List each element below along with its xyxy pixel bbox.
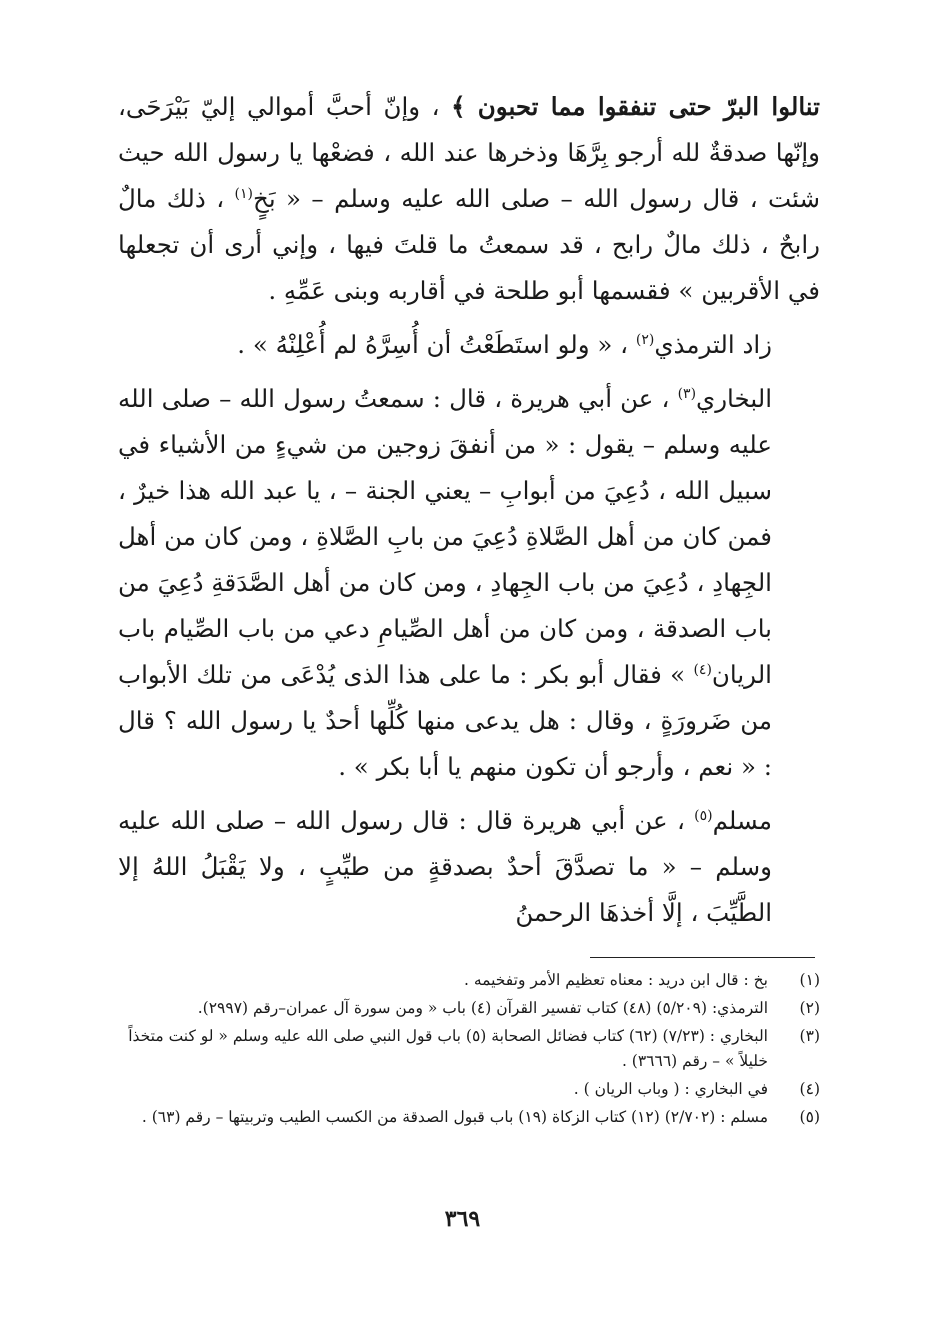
footnote-number: (٢)	[799, 999, 820, 1017]
paragraph-text: ، عن أبي هريرة قال : قال رسول الله – صلى الله عليه وسلم – « ما تصدَّقَ أحدٌ بصدقةٍ من طيِّبٍ ، ولا يَقْبَلُ اللهُ إلا الطَّيِّبَ ، إلَّا أخذهَا الرحمنُ	[118, 806, 772, 927]
paragraph-text: ، عن أبي هريرة ، قال : سمعتُ رسول الله – صلى الله عليه وسلم – يقول : « من أنفقَ زوجين من شيءٍ من الأشياء في سبيل الله ، دُعِيَ من أبوابِ – يعني الجنة – ، يا عبد الله هذا خيرٌ ، فمن كان من أهل الصَّلاةِ دُعِيَ من بابِ الصَّلاةِ ، ومن كان من أهل الجِهادِ ، دُعِيَ من باب الجِهادِ ، ومن كان من أهل الصَّدَقةِ دُعِيَ من باب الصدقة ، ومن كان من أهل الصِّيامِ دعي من باب الصِّيام باب الريان	[118, 384, 772, 689]
footnote-ref: (٣)	[677, 385, 697, 402]
footnote-number: (٣)	[799, 1027, 820, 1045]
footnote-ref: (٥)	[694, 807, 713, 824]
footnote-text: بخ : قال ابن دريد : معناه تعظيم الأمر وتفخيمه .	[463, 971, 768, 989]
footnote-text: الترمذي: (٥/٢٠٩) (٤٨) كتاب تفسير القرآن (٤) باب « ومن سورة آل عمران–رقم (٢٩٩٧).	[197, 999, 768, 1017]
paragraph-text: ، « ولو استَطَعْتُ أن أُسِرَّهُ لم أُعْلِنْهُ » .	[237, 330, 629, 359]
footnote-text: البخاري : (٧/٢٣) (٦٢) كتاب فضائل الصحابة (٥) باب قول النبي صلى الله عليه وسلم « لو كنت متخذاً خليلاً » – رقم (٣٦٦٦) .	[128, 1027, 768, 1070]
paragraph-2	[118, 322, 820, 368]
paragraph-text: مسلم	[712, 806, 772, 835]
paragraph-3	[118, 376, 820, 790]
main-text	[118, 84, 820, 936]
footnote-item	[118, 1077, 820, 1102]
paragraph-text: ، ذلك مالٌ رابحٌ ، ذلك مالٌ رابح ، قد سمعتُ ما قلتَ فيها ، وإني أرى أن تجعلها في الأقربين » فقسمها أبو طلحة في أقاربه وبنى عَمِّهِ .	[118, 184, 820, 305]
footnote-number: (١)	[799, 971, 820, 989]
footnote-divider	[590, 957, 815, 958]
paragraph-4	[118, 798, 820, 936]
paragraph-text: ، وإنّ أحبَّ أموالي إليّ بَيْرَحَى، وإنّها صدقةٌ لله أرجو بِرَّهَا وذخرها عند الله ، فضعْها يا رسول الله حيث شئت ، قال رسول الله – صلى الله عليه وسلم – « بَخٍ	[118, 92, 820, 213]
footnote-number: (٥)	[799, 1108, 820, 1126]
footnote-item	[118, 1024, 820, 1074]
paragraph-text: زاد الترمذي	[654, 330, 772, 359]
footnote-ref: (١)	[234, 185, 253, 202]
quran-quote: تنالوا البرّ حتى تنفقوا مما تحبون ﴾	[451, 92, 820, 121]
footnote-ref: (٤)	[693, 661, 712, 678]
paragraph-text: البخاري	[696, 384, 772, 413]
footnote-ref: (٢)	[635, 331, 655, 348]
footnote-number: (٤)	[799, 1080, 820, 1098]
footnote-item	[118, 1105, 820, 1130]
page-number: ٣٦٩	[444, 1206, 481, 1232]
footnote-text: في البخاري : ( وباب الريان ) .	[573, 1080, 768, 1098]
footnotes	[118, 968, 820, 1133]
paragraph-1	[118, 84, 820, 314]
footnote-item	[118, 968, 820, 993]
footnote-text: مسلم : (٢/٧٠٢) (١٢) كتاب الزكاة (١٩) باب قبول الصدقة من الكسب الطيب وتربيتها – رقم (٦٣) .	[141, 1108, 768, 1126]
footnote-item	[118, 996, 820, 1021]
paragraph-text: » فقال أبو بكر : ما على هذا الذى يُدْعَى من تلك الأبواب من ضَرورَةٍ ، وقال : هل يدعى منها كُلِّها أحدٌ يا رسول الله ؟ قال : « نعم ، وأرجو أن تكون منهم يا أبا بكر » .	[118, 660, 772, 781]
